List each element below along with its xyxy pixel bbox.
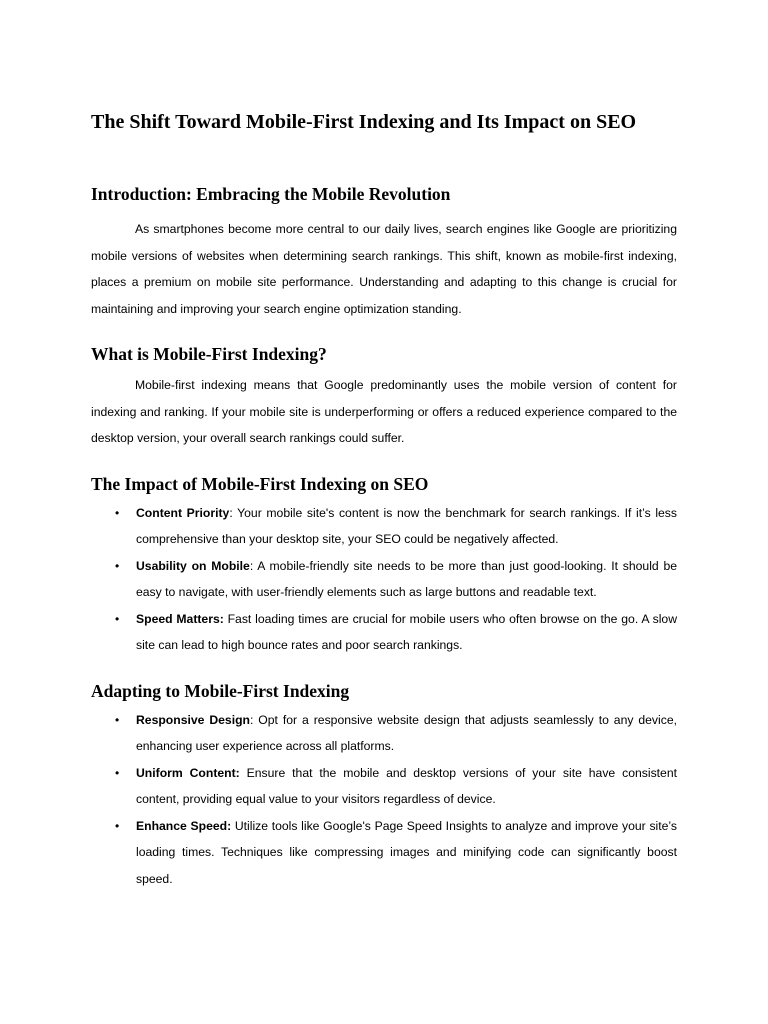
- bullet-icon: •: [115, 505, 120, 520]
- bullet-icon: •: [115, 712, 120, 727]
- impact-section: [91, 472, 677, 659]
- document-page: [91, 108, 677, 892]
- impact-bullet-list: [91, 500, 677, 659]
- bullet-text: : Opt for a responsive website design that adjusts seamlessly to any device, enhancing user experience across all platforms.: [136, 712, 677, 753]
- list-item: [91, 707, 677, 760]
- bullet-text: : A mobile-friendly site needs to be more than just good-looking. It should be easy to navigate, with user-friendly elements such as large buttons and readable text.: [136, 558, 678, 599]
- list-item: [91, 813, 677, 893]
- adapting-bullet-list: [91, 707, 677, 893]
- bullet-icon: •: [115, 611, 120, 626]
- adapting-heading: Adapting to Mobile-First Indexing: [91, 680, 350, 701]
- intro-section: [91, 182, 677, 322]
- list-item: [91, 760, 677, 813]
- what-heading: What is Mobile-First Indexing?: [91, 344, 327, 364]
- what-paragraph: Mobile-first indexing means that Google predominantly uses the mobile version of content for indexing and ranking. If your mobile site is underperforming or offers a reduced experience compared to the desktop version, your overall search rankings could suffer.: [91, 378, 677, 445]
- bullet-text: Ensure that the mobile and desktop versions of your site have consistent content, providing equal value to your visitors regardless of device.: [136, 765, 677, 806]
- intro-paragraph: As smartphones become more central to our daily lives, search engines like Google are prioritizing mobile versions of websites when determining search rankings. This shift, known as mobile-first indexing, places a premium on mobile site performance. Understanding and adapting to this change is crucial for maintaining and improving your search engine optimization standing.: [91, 222, 677, 316]
- adapting-section: [91, 679, 677, 893]
- list-item: [91, 606, 677, 659]
- document-title: The Shift Toward Mobile-First Indexing and Its Impact on SEO: [91, 111, 637, 133]
- bullet-icon: •: [115, 558, 120, 573]
- bullet-text: Fast loading times are crucial for mobile users who often browse on the go. A slow site can lead to high bounce rates and poor search rankings.: [136, 611, 677, 652]
- bullet-label: Uniform Content:: [136, 765, 240, 780]
- bullet-label: Responsive Design: [136, 712, 250, 727]
- bullet-text: Utilize tools like Google's Page Speed Insights to analyze and improve your site’s loading times. Techniques like compressing images and minifying code can significantly boost speed.: [136, 818, 677, 886]
- bullet-label: Content Priority: [136, 505, 230, 520]
- what-section: [91, 342, 677, 452]
- intro-heading: Introduction: Embracing the Mobile Revolution: [91, 184, 451, 204]
- bullet-icon: •: [115, 765, 120, 780]
- bullet-label: Speed Matters:: [136, 611, 224, 626]
- bullet-label: Enhance Speed:: [136, 818, 232, 833]
- bullet-label: Usability on Mobile: [136, 558, 250, 573]
- bullet-text: : Your mobile site's content is now the benchmark for search rankings. If it’s less comprehensive than your desktop site, your SEO could be negatively affected.: [136, 505, 677, 546]
- impact-heading: The Impact of Mobile-First Indexing on SEO: [91, 473, 429, 494]
- list-item: [91, 500, 677, 553]
- list-item: [91, 553, 677, 606]
- bullet-icon: •: [115, 818, 120, 833]
